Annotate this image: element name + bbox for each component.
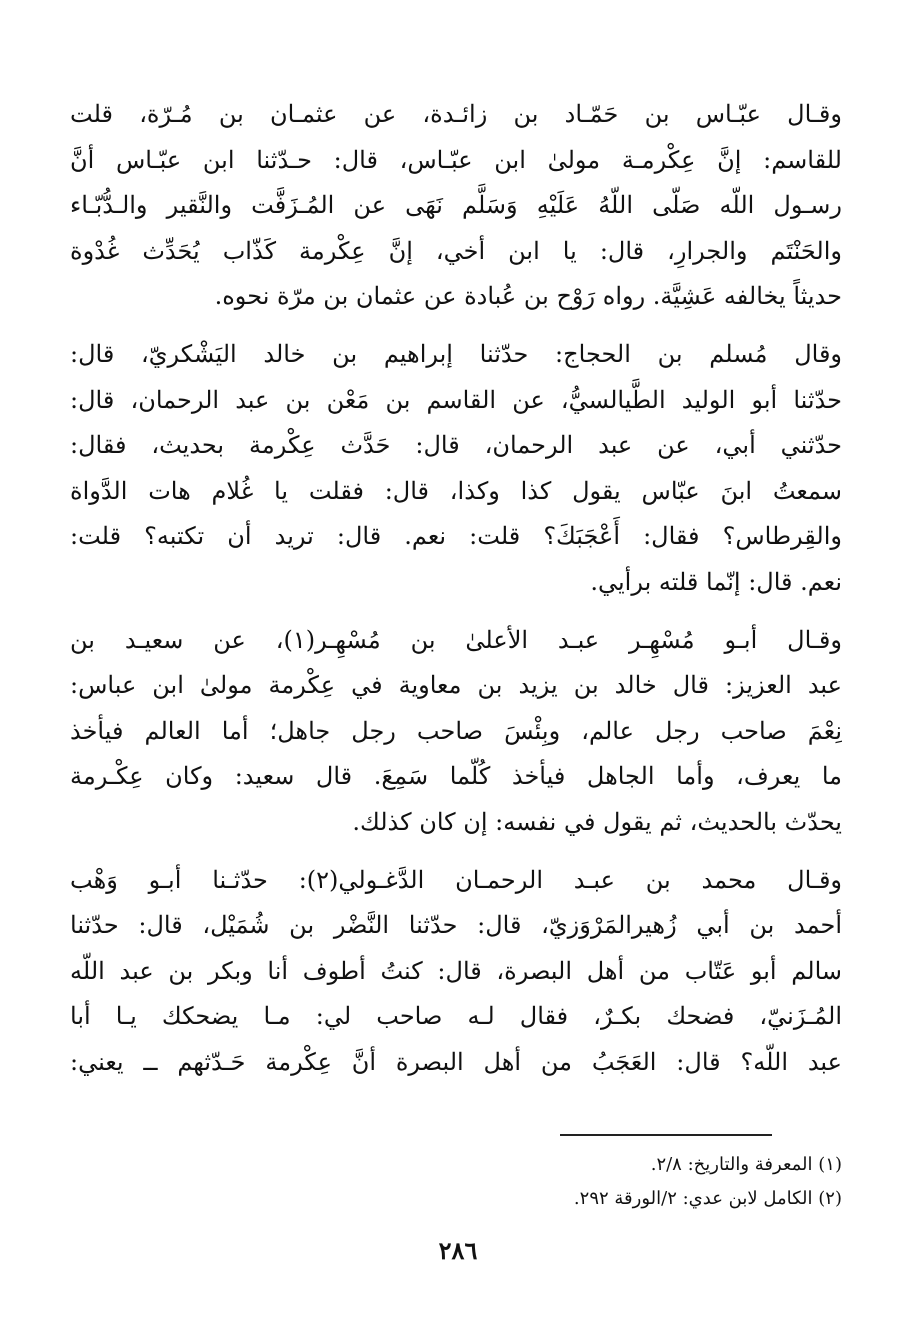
text-line: رسـول اللّه صَلّى اللّهُ عَلَيْهِ وَسَلَّم نَهَى عن المُـزَفَّت والنَّقير والـدُّبّـاء: [70, 191, 842, 220]
paragraph: [70, 858, 842, 1086]
text-line: ما يعرف، وأما الجاهل فيأخذ كُلّما سَمِعَ. قال سعيد: وكان عِكْـرمة: [70, 762, 842, 791]
text-line: نعم. قال: إنّما قلته برأيي.: [590, 567, 842, 596]
text-line: حديثاً يخالفه عَشِيَّة. رواه رَوْح بن عُبادة عن عثمان بن مرّة نحوه.: [214, 282, 842, 311]
paragraph: [70, 618, 842, 846]
text-line: وقـال محمد بن عبـد الرحمـان الدَّغـولي(٢): حدّثـنا أبـو وَهْب: [70, 865, 842, 894]
footnote: (١) المعرفة والتاريخ: ٢/٨.: [650, 1154, 842, 1175]
text-line: حدّثنا أبو الوليد الطَّيالسيُّ، عن القاسم بن مَعْن بن عبد الرحمان، قال:: [70, 385, 842, 414]
text-line: وقـال أبـو مُسْهِـر عبـد الأعلىٰ بن مُسْهِـر(١)، عن سعيـد بن: [70, 625, 842, 654]
footnotes: [70, 1148, 842, 1216]
text-line: وقال مُسلم بن الحجاج: حدّثنا إبراهيم بن خالد اليَشْكريّ، قال:: [70, 339, 842, 368]
text-line: والحَنْتَم والجرارِ، قال: يا ابن أخي، إنَّ عِكْرمة كَذّاب يُحَدِّث غُدْوة: [70, 236, 842, 265]
footnote: (٢) الكامل لابن عدي: ٢/الورقة ٢٩٢.: [573, 1188, 842, 1209]
main-text: [70, 92, 842, 1097]
paragraph: [70, 332, 842, 606]
text-line: نِعْمَ صاحب رجل عالم، وبِئْسَ صاحب رجل جاهل؛ أما العالم فيأخذ: [70, 716, 842, 745]
text-line: والقِرطاس؟ فقال: أَعْجَبَكَ؟ قلت: نعم. قال: تريد أن تكتبه؟ قلت:: [70, 522, 842, 551]
text-line: عبد العزيز: قال خالد بن يزيد بن معاوية في عِكْرمة مولىٰ ابن عباس:: [70, 671, 842, 700]
text-line: سمعتُ ابنَ عبّاس يقول كذا وكذا، قال: فقلت يا غُلام هات الدَّواة: [70, 476, 842, 505]
footnote-divider: [560, 1134, 772, 1136]
text-line: أحمد بن أبي زُهيرالمَرْوَزيّ، قال: حدّثنا النَّضْر بن شُمَيْل، قال: حدّثنا: [70, 911, 842, 940]
text-line: حدّثني أبي، عن عبد الرحمان، قال: حَدَّث عِكْرمة بحديث، فقال:: [70, 431, 842, 460]
text-line: يحدّث بالحديث، ثم يقول في نفسه: إن كان كذلك.: [352, 807, 842, 836]
text-line: سالم أبو عَتّاب من أهل البصرة، قال: كنتُ أطوف أنا وبكر بن عبد اللّه: [70, 956, 842, 985]
text-line: عبد اللّه؟ قال: العَجَبُ من أهل البصرة أنَّ عِكْرمة حَـدّثهم ــ يعني:: [70, 1047, 842, 1076]
page-number: ٢٨٦: [438, 1236, 478, 1265]
text-line: المُـزَنيّ، فضحك بكـرٌ، فقال لـه صاحب لي: مـا يضحكك يـا أبا: [70, 1002, 842, 1031]
text-line: وقـال عبّـاس بن حَمّـاد بن زائـدة، عن عثمـان بن مُـرّة، قلت: [70, 100, 842, 128]
text-line: للقاسم: إنَّ عِكْرمـة مولىٰ ابن عبّـاس، قال: حـدّثنا ابن عبّـاس أنَّ: [70, 145, 842, 174]
paragraph: [70, 92, 842, 320]
